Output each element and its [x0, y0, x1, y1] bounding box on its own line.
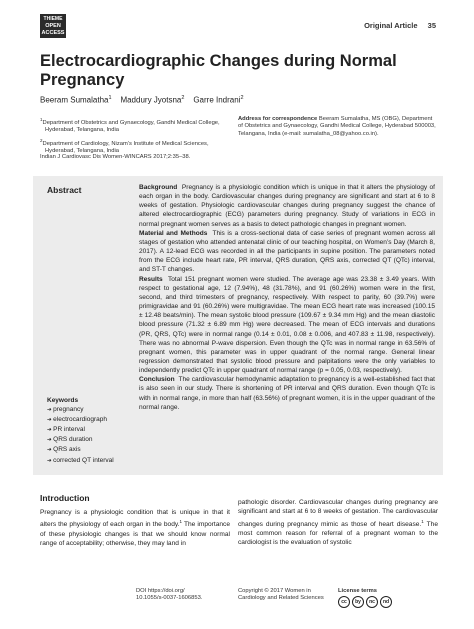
running-header — [364, 21, 436, 30]
conclusion-heading: Conclusion — [139, 376, 175, 384]
copyright: Copyright © 2017 Women in Cardiology and Related Sciences — [238, 588, 324, 602]
abstract-heading: Abstract — [47, 185, 82, 195]
intro-text-b: The importance of these physiologic changes is that we should know normal range of acceptability; otherwise, they may land in — [40, 521, 231, 548]
correspondence — [238, 116, 438, 138]
nc-icon: nc — [366, 596, 378, 608]
results-text: Total 151 pregnant women were studied. The average age was 23.38 ± 3.49 years. With respect to gestational age, 12 (7.94%), 48 (31.78%), and 91 (60.26%) women were in the first, second, and third trimesters of pregnancy, respectively. With respect to parity, 60 (39.7%) were primigravidae and 91 (60.26%) were multigravidae. The mean ECG heart rate was increased (100.15 ± 12.48 beats/min). The mean systolic blood pressure (109.67 ± 9.34 mm Hg) and the mean diastolic blood pressure (71.32 ± 6.89 mm Hg) were decreased. The mean of ECG intervals and durations (PR, QRS, QTc) were in normal range (0.14 ± 0.01, 0.08 ± 0.006, and 407.83 ± 11.98, respectively). There was no abnormal P-wave dispersion. Even though the QTc was in normal range in 63.56% of pregnant women, this parameter was in upper quadrant of the normal range. General linear regression demonstrated that systolic blood pressure and palpitations were the only variables to independently predict QTc in upper quadrant of normal range (p = 0.05, 0.03, respectively). — [139, 275, 435, 375]
affiliation-sup: 2 — [40, 137, 43, 143]
logo-line-1: THIEME — [43, 16, 63, 22]
author-list — [40, 95, 244, 105]
by-icon: by — [352, 596, 364, 608]
affiliation-item — [40, 116, 230, 135]
page-number: 35 — [427, 21, 436, 30]
doi-block — [136, 588, 202, 603]
keywords-block — [47, 396, 114, 466]
author-sup: 2 — [181, 95, 185, 101]
author-sup: 1 — [108, 95, 112, 101]
correspondence-label: Address for correspondence — [238, 116, 318, 122]
nd-icon: nd — [380, 596, 392, 608]
author-name: Garre Indrani — [193, 95, 241, 105]
doi-label: DOI — [136, 588, 147, 594]
article-title: Electrocardiographic Changes during Normal Pregnancy — [40, 52, 397, 89]
abstract-body — [139, 183, 435, 412]
affiliation-sup: 1 — [40, 117, 43, 122]
affiliation-text: Department of Cardiology, Nizam’s Institute of Medical Sciences, Hyderabad, Telangana, India — [42, 140, 209, 155]
results-heading: Results — [139, 275, 163, 283]
intro-text-a: Pregnancy is a physiologic condition that is unique in that it alters the physiology of each organ in the body. — [40, 509, 230, 529]
ref-sup: 1 — [179, 519, 183, 525]
methods-heading: Material and Methods — [139, 229, 208, 237]
author-sup: 2 — [240, 95, 244, 101]
affiliation-text: Department of Obstetrics and Gynaecology, Gandhi Medical College, Hyderabad, Telangana, India — [42, 119, 220, 134]
section-label: Original Article — [364, 21, 418, 30]
conclusion-text: The cardiovascular hemodynamic adaptation to pregnancy is a well-established fact that is also seen in our study. There is shortening of PR interval and QRS duration. Even though QTc is with in normal range, in more than half (63.56%) of pregnant women, it is in the upper quadrant of the normal range. — [139, 376, 435, 411]
keyword-item: ➔ QRS duration — [47, 435, 114, 445]
citation: Indian J Cardiovasc Dis Women-WINCARS 2017;2:35–38. — [40, 154, 191, 160]
keyword-item: ➔ QRS axis — [47, 445, 114, 455]
background-heading: Background — [139, 184, 178, 191]
logo-line-3: ACCESS — [41, 30, 65, 36]
affiliations — [40, 116, 230, 157]
thieme-open-access-logo — [40, 14, 66, 38]
intro-column-1 — [40, 508, 230, 548]
cc-icon: cc — [338, 596, 350, 608]
doi-url[interactable]: https://doi.org/ — [147, 588, 185, 594]
introduction-heading: Introduction — [40, 493, 90, 503]
correspondence-text: Beeram Sumalatha, MS (OBG), Department of Obstetrics and Gynaecology, Gandhi Medical College, Hyderabad 500003, Telangana, India (e-mail: sumalatha_08@yahoo.co.in). — [238, 116, 436, 137]
keyword-item: ➔ PR interval — [47, 425, 114, 435]
intro-column-2 — [238, 498, 438, 548]
author-name: Beeram Sumalatha — [40, 95, 109, 105]
keyword-item: ➔ pregnancy — [47, 405, 114, 415]
affiliation-item — [40, 137, 230, 156]
keyword-item: ➔ electrocardiograph — [47, 415, 114, 425]
methods-text: This is a cross-sectional data of case series of pregnant women across all stages of gestation who attended antenatal clinic of our teaching hospital, on Women’s Day (March 8, 2017). A 12-lead ECG was recorded in all the participants in supine position. The parameters noted from the ECG include heart rate, PR interval, QRS duration, QRS axis, corrected QT (QTc) interval, and ST-T changes. — [139, 229, 436, 274]
background-text: Pregnancy is a physiologic condition which is unique in that it alters the physiology of each organ in the body. Cardiovascular changes during pregnancy are significant and start at 6 to 8 weeks of gestation. Physiologic cardiovascular changes during pregnancy suggest the chance of altered electrocardiographic (ECG) parameters during pregnancy. Study of variations in ECG in normal pregnant women serves as a basis to detect pathologic changes in pregnant women. — [139, 184, 435, 228]
license-terms-link[interactable]: License terms — [338, 588, 377, 594]
intro-text-d: The most common reason for referral of a pregnant woman to the cardiologist is the evaluation of systolic — [238, 520, 439, 547]
intro-text-c: pathologic disorder. Cardiovascular changes during pregnancy are significant and start at 6 to 8 weeks of gestation. The cardiovascular changes during pregnancy mimic as those of heart disease. — [238, 499, 438, 528]
logo-line-2: OPEN — [45, 23, 61, 29]
keywords-heading: Keywords — [47, 397, 79, 404]
ref-sup: 1 — [421, 518, 424, 524]
cc-license-icons — [338, 596, 392, 608]
keyword-item: ➔ corrected QT interval — [47, 456, 114, 466]
doi-value[interactable]: 10.1055/s-0037-1606853. — [136, 595, 203, 602]
author-name: Maddury Jyotsna — [120, 95, 182, 105]
